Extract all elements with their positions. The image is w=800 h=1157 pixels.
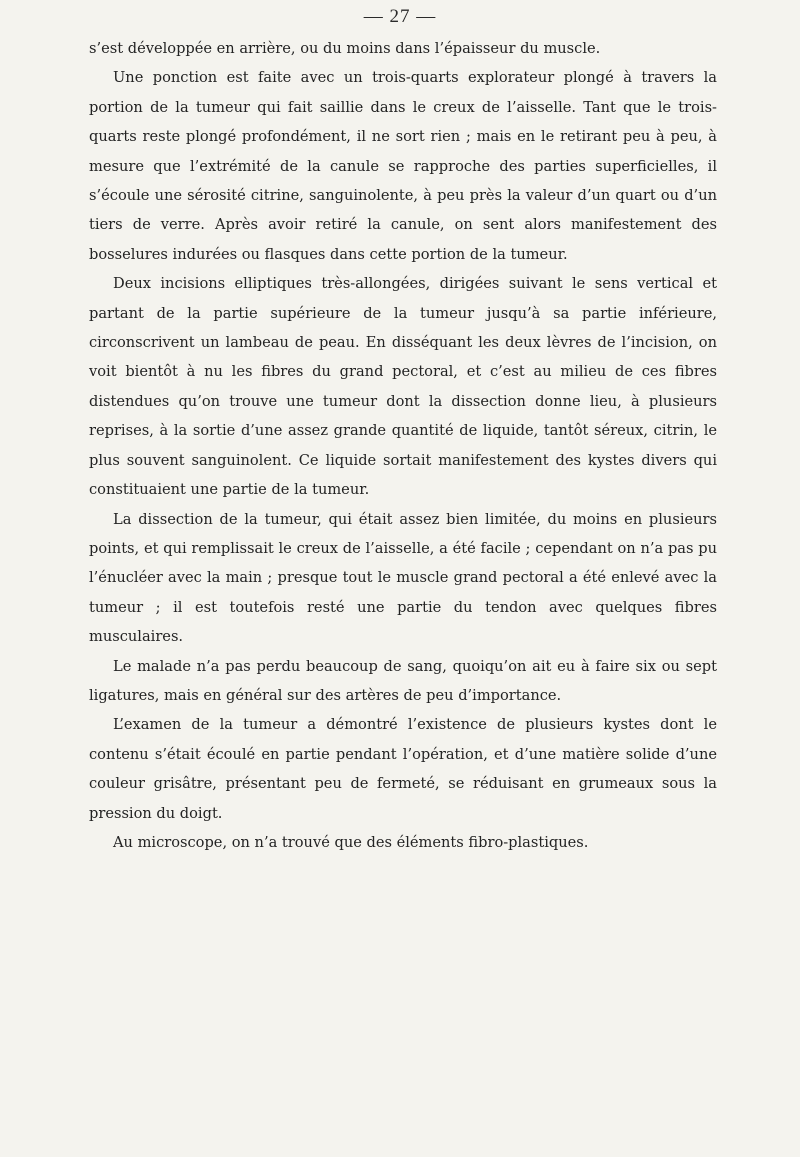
page-number: — 27 —	[363, 6, 437, 27]
paragraph-7: Au microscope, on n’a trouvé que des éléments fibro-plastiques.	[113, 833, 589, 851]
paragraph-6: L’examen de la tumeur a démontré l’existence de plusieurs kystes dont le contenu s’était écoulé en partie pendant l’opération, et d’une matière solide d’une couleur grisâtre, présentant peu de fermeté, se réduisant en grumeaux sous la pression du doigt.	[89, 716, 717, 822]
paragraph-1: s’est développée en arrière, ou du moins dans l’épaisseur du muscle.	[89, 40, 601, 57]
paragraph-4: La dissection de la tumeur, qui était assez bien limitée, du moins en plusieurs points, et qui remplissait le creux de l’aisselle, a été facile ; cependant on n’a pas pu l’énucléer avec la main ; presque tout le muscle grand pectoral a été enlevé avec la tumeur ; il est toutefois resté une partie du tendon avec quelques fibres musculaires.	[89, 510, 717, 646]
paragraph-5: Le malade n’a pas perdu beaucoup de sang, quoiqu’on ait eu à faire six ou sept ligatures, mais en général sur des artères de peu d’importance.	[89, 657, 717, 704]
body-text	[89, 34, 717, 857]
paragraph-3: Deux incisions elliptiques très-allongées, dirigées suivant le sens vertical et partant de la partie supérieure de la tumeur jusqu’à sa partie inférieure, circonscrivent un lambeau de peau. En disséquant les deux lèvres de l’incision, on voit bientôt à nu les fibres du grand pectoral, et c’est au milieu de ces fibres distendues qu’on trouve une tumeur dont la dissection donne lieu, à plusieurs reprises, à la sortie d’une assez grande quantité de liquide, tantôt séreux, citrin, le plus souvent sanguinolent. Ce liquide sortait manifestement des kystes divers qui constituaient une partie de la tumeur.	[89, 275, 717, 499]
paragraph-2: Une ponction est faite avec un trois-quarts explorateur plongé à travers la portion de la tumeur qui fait saillie dans le creux de l’aisselle. Tant que le trois-quarts reste plongé profondément, il ne sort rien ; mais en le retirant peu à peu, à mesure que l’extrémité de la canule se rapproche des parties superficielles, il s’écoule une sérosité citrine, sanguinolente, à peu près la valeur d’un quart ou d’un tiers de verre. Après avoir retiré la canule, on sent alors manifestement des bosselures indurées ou flasques dans cette portion de la tumeur.	[89, 69, 717, 263]
